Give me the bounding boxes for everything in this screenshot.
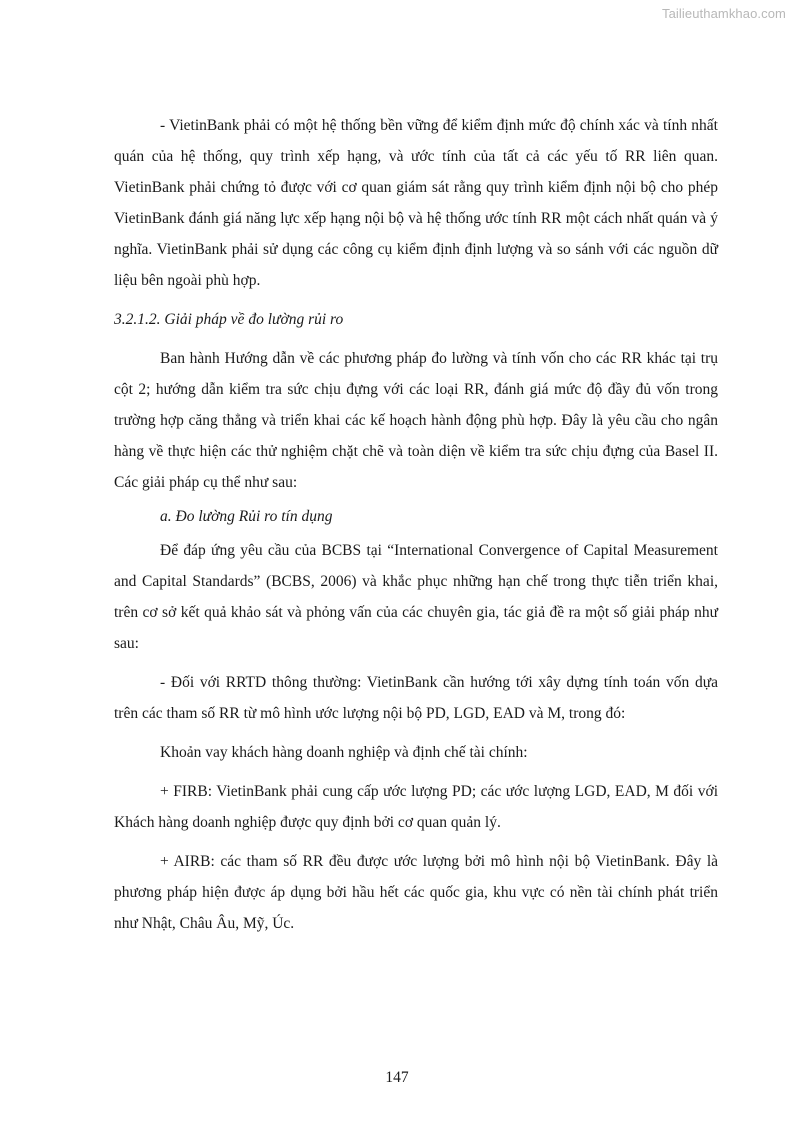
- page-number: 147: [385, 1069, 409, 1086]
- subheading-credit-risk: a. Đo lường Rủi ro tín dụng: [160, 508, 333, 525]
- paragraph-pillar2: Ban hành Hướng dẫn về các phương pháp đo lường và tính vốn cho các RR khác tại trụ cột 2; hướng dẫn kiểm tra sức chịu đựng với các loại RR, đánh giá mức độ đầy đủ vốn trong trường hợp căng thẳng và triển khai các kế hoạch hành động phù hợp. Đây là yêu cầu cho ngân hàng về thực hiện các thử nghiệm chặt chẽ và toàn diện về kiểm tra sức chịu đựng của Basel II. Các giải pháp cụ thể như sau:: [114, 350, 718, 491]
- paragraph-firb: + FIRB: VietinBank phải cung cấp ước lượng PD; các ước lượng LGD, EAD, M đối với Khách hàng doanh nghiệp được quy định bởi cơ quan quản lý.: [114, 783, 718, 831]
- section-heading-3212: 3.2.1.2. Giải pháp về đo lường rủi ro: [114, 311, 344, 328]
- paragraph-rrtd: - Đối với RRTD thông thường: VietinBank cần hướng tới xây dựng tính toán vốn dựa trên các tham số RR từ mô hình ước lượng nội bộ PD, LGD, EAD và M, trong đó:: [114, 674, 718, 722]
- paragraph-airb: + AIRB: các tham số RR đều được ước lượng bởi mô hình nội bộ VietinBank. Đây là phương pháp hiện được áp dụng bởi hầu hết các quốc gia, khu vực có nền tài chính phát triển như Nhật, Châu Âu, Mỹ, Úc.: [114, 853, 718, 932]
- watermark: Tailieuthamkhao.com: [661, 6, 786, 21]
- paragraph-corporate-loans: Khoản vay khách hàng doanh nghiệp và định chế tài chính:: [160, 744, 528, 761]
- paragraph-bcbs: Để đáp ứng yêu cầu của BCBS tại “International Convergence of Capital Measurement and Capital Standards” (BCBS, 2006) và khắc phục những hạn chế trong thực tiễn triển khai, trên cơ sở kết quả khảo sát và phỏng vấn của các chuyên gia, tác giả đề ra một số giải pháp như sau:: [114, 542, 718, 652]
- document-body: [114, 110, 718, 939]
- paragraph-validation: - VietinBank phải có một hệ thống bền vững để kiểm định mức độ chính xác và tính nhất quán của hệ thống, quy trình xếp hạng, và ước tính của tất cả các yếu tố RR liên quan. VietinBank phải chứng tỏ được với cơ quan giám sát rằng quy trình kiểm định nội bộ cho phép VietinBank đánh giá năng lực xếp hạng nội bộ và hệ thống ước tính RR một cách nhất quán và ý nghĩa. VietinBank phải sử dụng các công cụ kiểm định định lượng và so sánh với các nguồn dữ liệu bên ngoài phù hợp.: [114, 117, 718, 289]
